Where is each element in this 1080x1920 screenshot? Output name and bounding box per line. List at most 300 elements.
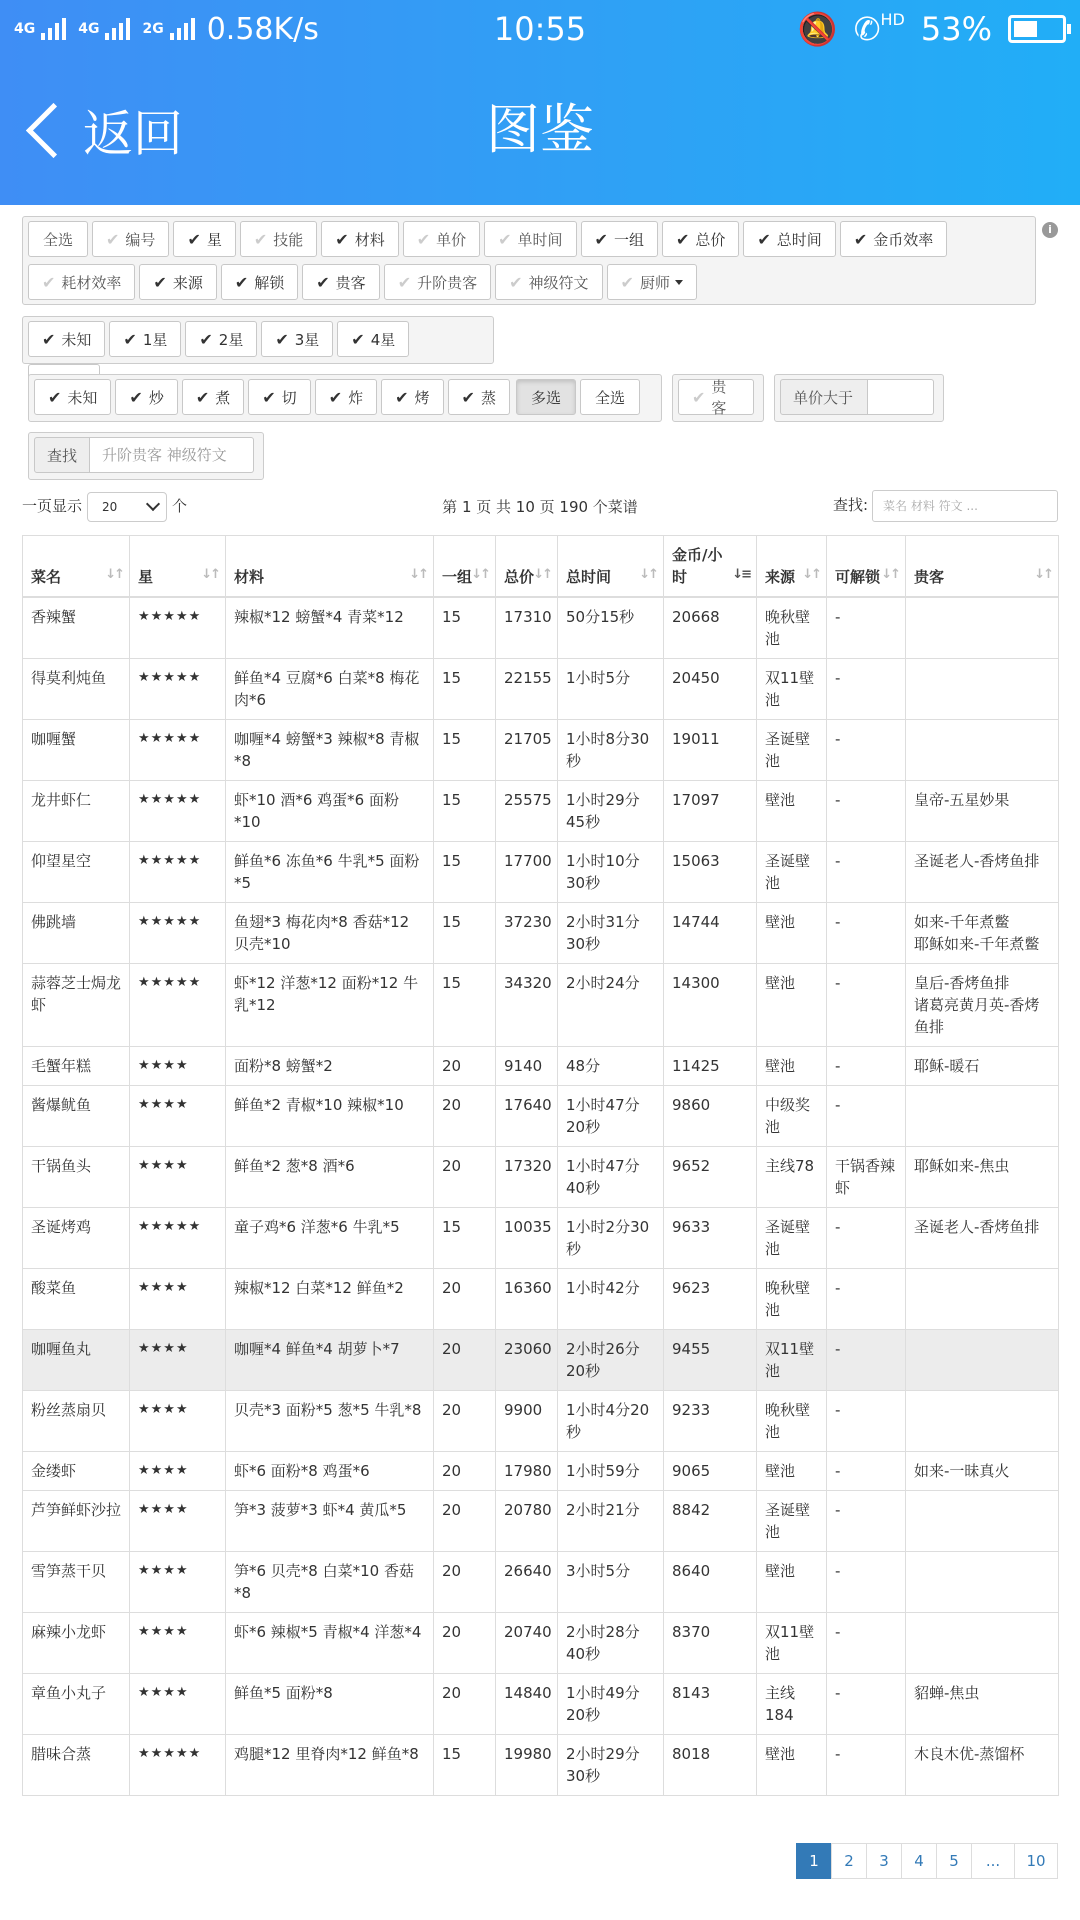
hd-call-icon: ✆$^{HD}$ [853,10,905,48]
cell-materials: 虾*10 酒*6 鸡蛋*6 面粉*10 [226,781,434,842]
cell-gold: 14744 [664,903,757,964]
info-icon[interactable]: i [1042,222,1058,238]
check-icon: ✔ [129,387,143,407]
sort-icon[interactable]: ↓↑ [802,567,820,582]
cell-total: 19980 [496,1735,558,1796]
column-toggle-label: 解锁 [254,273,285,292]
table-row[interactable] [23,1269,1059,1330]
star-filter-4[interactable] [337,321,409,357]
per-page-label: 一页显示 [22,497,83,515]
table-row[interactable] [23,1452,1059,1491]
cell-total: 25575 [496,781,558,842]
cell-source: 晚秋壁池 [757,597,827,659]
cell-unlock: - [827,1269,906,1330]
check-icon: ✔ [123,329,137,349]
star-filter-0[interactable] [28,321,105,357]
cell-name: 龙井虾仁 [23,781,130,842]
star-filter-1[interactable] [109,321,181,357]
column-header-5[interactable] [558,536,664,598]
cell-total: 34320 [496,964,558,1047]
cell-stars: ★★★★ [130,1613,226,1674]
table-row[interactable] [23,720,1059,781]
check-icon: ✔ [187,229,201,249]
column-toggle-8[interactable] [662,221,739,257]
cell-source: 圣诞壁池 [757,1208,827,1269]
cell-stars: ★★★★★ [130,1208,226,1269]
column-toggle-label: 技能 [273,230,304,249]
cell-gold: 14300 [664,964,757,1047]
column-header-label: 材料 [234,568,265,586]
check-icon: ✔ [594,229,608,249]
cell-group: 20 [434,1330,496,1391]
cell-group: 15 [434,964,496,1047]
check-icon: ✔ [253,229,268,249]
cell-group: 15 [434,1208,496,1269]
page-button-0[interactable]: 1 [796,1843,832,1879]
column-toggle-5[interactable] [403,221,480,257]
chevron-down-icon [146,497,160,511]
skill-filter-label: 煮 [215,388,231,407]
cell-gold: 17097 [664,781,757,842]
column-header-label: 总价 [504,568,535,586]
column-header-3[interactable] [434,536,496,598]
cell-group: 20 [434,1269,496,1330]
skill-filter-label: 蒸 [480,388,496,407]
skill-filter-4[interactable] [315,379,377,415]
table-search-input[interactable]: 菜名 材料 符文 ... [872,490,1058,522]
skill-multi-select-button[interactable]: 多选 [516,379,576,415]
column-toggle-label: 贵客 [335,273,366,292]
column-toggle-label: 材料 [354,230,385,249]
cell-time: 1小时8分30秒 [558,720,664,781]
check-icon: ✔ [397,272,412,292]
column-toggle-label: 来源 [172,273,203,292]
check-icon: ✔ [498,229,512,249]
skill-filter-3[interactable] [248,379,310,415]
cell-name: 仰望星空 [23,842,130,903]
column-header-7[interactable] [757,536,827,598]
column-toggle-label: 单时间 [517,230,563,249]
cell-group: 20 [434,1086,496,1147]
cell-gold: 8842 [664,1491,757,1552]
cell-guest: 貂蝉-焦虫 [906,1674,1059,1735]
check-icon: ✔ [853,229,868,249]
column-toggle-6[interactable] [484,221,576,257]
battery-icon [1008,15,1066,43]
cell-group: 20 [434,1674,496,1735]
column-header-6[interactable] [664,536,757,598]
table-row[interactable] [23,1491,1059,1552]
column-toggle-12[interactable] [139,264,216,300]
cell-unlock: - [827,1735,906,1796]
cell-gold: 9623 [664,1269,757,1330]
column-header-label: 可解锁 [835,568,881,586]
column-toggle-0[interactable] [28,221,88,257]
cell-unlock: - [827,1330,906,1391]
check-icon: ✔ [692,387,706,407]
cell-stars: ★★★★★ [130,964,226,1047]
column-header-9[interactable] [906,536,1059,598]
column-toggle-label: 金币效率 [873,230,934,249]
battery-percent: 53% [920,10,992,48]
cell-total: 20780 [496,1491,558,1552]
pagination [797,1843,1058,1879]
cell-materials: 面粉*8 螃蟹*2 [226,1047,434,1086]
check-icon: ✔ [48,387,62,407]
column-toggle-1[interactable] [92,221,169,257]
table-row[interactable] [23,842,1059,903]
cell-source: 圣诞壁池 [757,720,827,781]
cell-gold: 8370 [664,1613,757,1674]
cell-time: 1小时47分20秒 [558,1086,664,1147]
hd-label: HD [880,10,905,29]
star-filter-label: 未知 [61,330,92,349]
column-header-label: 星 [138,568,154,586]
cell-stars: ★★★★★ [130,781,226,842]
check-icon: ✔ [42,272,56,292]
search-filter-input[interactable]: 升阶贵客 神级符文 [90,437,254,473]
search-filter-group [28,432,264,480]
cell-unlock: - [827,842,906,903]
cell-guest: 圣诞老人-香烤鱼排 [906,842,1059,903]
cell-guest [906,659,1059,720]
star-filter-label: 3星 [294,330,320,349]
cell-gold: 9860 [664,1086,757,1147]
cell-name: 咖喱鱼丸 [23,1330,130,1391]
sort-icon[interactable]: ↓↑ [471,567,489,582]
column-header-0[interactable] [23,536,130,598]
cell-total: 14840 [496,1674,558,1735]
cell-guest: 如来-千年煮鳖 耶稣如来-千年煮鳖 [906,903,1059,964]
check-icon: ✔ [275,329,289,349]
cell-source: 壁池 [757,903,827,964]
cell-gold: 15063 [664,842,757,903]
cell-total: 17320 [496,1147,558,1208]
sort-icon[interactable]: ↓↑ [639,567,657,582]
column-toggle-4[interactable] [321,221,398,257]
cell-total: 17700 [496,842,558,903]
column-header-4[interactable] [496,536,558,598]
table-row[interactable] [23,1674,1059,1735]
column-toggle-7[interactable] [581,221,658,257]
cell-guest [906,1330,1059,1391]
skill-filter-label: 未知 [67,388,98,407]
cell-name: 酸菜鱼 [23,1269,130,1330]
cell-name: 佛跳墙 [23,903,130,964]
cell-name: 干锅鱼头 [23,1147,130,1208]
column-toggle-2[interactable] [173,221,235,257]
table-header-row [23,536,1059,598]
cell-guest [906,1391,1059,1452]
guest-filter-toggle[interactable]: ✔ 贵客 [678,379,754,415]
column-header-8[interactable] [827,536,906,598]
cell-time: 1小时42分 [558,1269,664,1330]
column-toggle-10[interactable] [840,221,947,257]
check-icon: ✔ [106,229,120,249]
table-row[interactable] [23,1735,1059,1796]
skill-filter-6[interactable] [448,379,510,415]
column-toggle-14[interactable] [302,264,379,300]
cell-materials: 笋*6 贝壳*8 白菜*10 香菇*8 [226,1552,434,1613]
check-icon: ✔ [262,387,276,407]
table-row[interactable] [23,1391,1059,1452]
table-row[interactable] [23,1552,1059,1613]
cell-total: 9900 [496,1391,558,1452]
cell-stars: ★★★★ [130,1047,226,1086]
cell-source: 晚秋壁池 [757,1269,827,1330]
cell-materials: 鲜鱼*2 青椒*10 辣椒*10 [226,1086,434,1147]
cell-source: 壁池 [757,1452,827,1491]
cell-time: 2小时31分30秒 [558,903,664,964]
cell-materials: 贝壳*3 面粉*5 葱*5 牛乳*8 [226,1391,434,1452]
column-toggle-label: 编号 [125,230,156,249]
cell-gold: 8018 [664,1735,757,1796]
column-toggle-17[interactable] [607,264,697,300]
cell-stars: ★★★★ [130,1674,226,1735]
network-speed: 0.58K/s [206,11,319,47]
cell-gold: 9233 [664,1391,757,1452]
cell-group: 15 [434,781,496,842]
check-icon: ✔ [509,272,523,292]
cell-time: 1小时5分 [558,659,664,720]
cell-total: 17310 [496,597,558,659]
cell-stars: ★★★★★ [130,597,226,659]
cell-guest [906,1491,1059,1552]
cell-name: 麻辣小龙虾 [23,1613,130,1674]
table-row[interactable] [23,659,1059,720]
cell-name: 章鱼小丸子 [23,1674,130,1735]
cell-time: 1小时29分45秒 [558,781,664,842]
cell-group: 15 [434,597,496,659]
page-button-1[interactable]: 2 [831,1843,867,1879]
price-filter-label: 单价大于 [780,379,868,415]
cell-time: 2小时24分 [558,964,664,1047]
cell-gold: 8640 [664,1552,757,1613]
star-filter-label: 2星 [218,330,244,349]
skill-filter-label: 烤 [414,388,430,407]
cell-stars: ★★★★ [130,1552,226,1613]
sort-icon[interactable]: ↓↑ [409,567,427,582]
per-page-select[interactable]: 20 [87,492,167,522]
cell-time: 3小时5分 [558,1552,664,1613]
sort-icon[interactable]: ↓↑ [1034,567,1052,582]
cell-source: 壁池 [757,781,827,842]
table-row[interactable] [23,597,1059,659]
cell-materials: 虾*6 面粉*8 鸡蛋*6 [226,1452,434,1491]
guest-filter-group [672,374,764,422]
cell-total: 22155 [496,659,558,720]
cell-gold: 20450 [664,659,757,720]
cell-source: 双11壁池 [757,1613,827,1674]
cell-time: 2小时26分20秒 [558,1330,664,1391]
cell-unlock: - [827,1491,906,1552]
cell-source: 主线184 [757,1674,827,1735]
cell-name: 金缕虾 [23,1452,130,1491]
cell-name: 得莫利炖鱼 [23,659,130,720]
star-filter-group [22,316,494,364]
cell-unlock: - [827,1452,906,1491]
bell-mute-icon: 🔕 [797,10,838,48]
cell-name: 毛蟹年糕 [23,1047,130,1086]
column-toggle-3[interactable] [240,221,317,257]
cell-group: 20 [434,1552,496,1613]
table-row[interactable] [23,964,1059,1047]
cell-guest: 皇帝-五星妙果 [906,781,1059,842]
check-icon: ✔ [316,272,330,292]
skill-select-all-button[interactable]: 全选 [580,379,640,415]
cell-group: 20 [434,1491,496,1552]
cell-guest [906,597,1059,659]
cell-guest: 耶稣如来-焦虫 [906,1147,1059,1208]
cell-unlock: - [827,1086,906,1147]
column-toggle-16[interactable] [495,264,602,300]
cell-guest: 皇后-香烤鱼排 诸葛亮黄月英-香烤鱼排 [906,964,1059,1047]
cell-stars: ★★★★ [130,1491,226,1552]
skill-filter-label: 炸 [348,388,364,407]
cell-total: 10035 [496,1208,558,1269]
cell-source: 晚秋壁池 [757,1391,827,1452]
cell-guest: 耶稣-暖石 [906,1047,1059,1086]
cell-group: 20 [434,1147,496,1208]
column-toggle-15[interactable] [384,264,491,300]
cell-materials: 咖喱*4 鲜鱼*4 胡萝卜*7 [226,1330,434,1391]
cell-unlock: - [827,659,906,720]
star-filter-3[interactable] [261,321,333,357]
table-row[interactable] [23,1086,1059,1147]
cell-total: 9140 [496,1047,558,1086]
check-icon: ✔ [416,229,431,249]
cell-unlock: - [827,1552,906,1613]
skill-filter-2[interactable] [182,379,244,415]
cell-unlock: - [827,964,906,1047]
page-button-2[interactable]: 3 [866,1843,902,1879]
skill-filter-1[interactable] [115,379,177,415]
cell-time: 2小时21分 [558,1491,664,1552]
column-header-label: 金币/小时 [672,546,723,586]
cell-stars: ★★★★★ [130,903,226,964]
cell-time: 1小时47分40秒 [558,1147,664,1208]
column-header-1[interactable] [130,536,226,598]
cell-total: 20740 [496,1613,558,1674]
page-button-3[interactable]: 4 [901,1843,937,1879]
check-icon: ✔ [234,272,249,292]
cell-stars: ★★★★ [130,1269,226,1330]
cell-guest [906,1552,1059,1613]
column-toggle-11[interactable] [28,264,135,300]
cell-source: 圣诞壁池 [757,1491,827,1552]
cell-group: 20 [434,1613,496,1674]
cell-stars: ★★★★★ [130,659,226,720]
check-icon: ✔ [328,387,343,407]
cell-time: 1小时4分20秒 [558,1391,664,1452]
cell-materials: 鱼翅*3 梅花肉*8 香菇*12 贝壳*10 [226,903,434,964]
cell-time: 50分15秒 [558,597,664,659]
check-icon: ✔ [351,329,365,349]
table-row[interactable] [23,781,1059,842]
table-row[interactable] [23,1208,1059,1269]
cell-stars: ★★★★ [130,1147,226,1208]
cell-name: 酱爆鱿鱼 [23,1086,130,1147]
check-icon: ✔ [153,272,167,292]
table-row[interactable] [23,1147,1059,1208]
cell-materials: 鲜鱼*4 豆腐*6 白菜*8 梅花肉*6 [226,659,434,720]
back-label: 返回 [83,105,183,163]
check-icon: ✔ [461,387,475,407]
column-toggle-group [22,216,1036,305]
cell-materials: 虾*6 辣椒*5 青椒*4 洋葱*4 [226,1613,434,1674]
cell-name: 雪笋蒸干贝 [23,1552,130,1613]
cell-guest: 如来-一昧真火 [906,1452,1059,1491]
column-toggle-9[interactable] [743,221,835,257]
table-row[interactable] [23,1613,1059,1674]
page-button-5[interactable]: ... [971,1843,1015,1879]
skill-filter-5[interactable] [381,379,443,415]
cell-materials: 鲜鱼*6 冻鱼*6 牛乳*5 面粉*5 [226,842,434,903]
cell-source: 中级奖池 [757,1086,827,1147]
cell-source: 双11壁池 [757,659,827,720]
check-icon: ✔ [195,387,210,407]
cell-unlock: - [827,1674,906,1735]
cell-materials: 鸡腿*12 里脊肉*12 鲜鱼*8 [226,1735,434,1796]
price-filter-input[interactable] [868,379,934,415]
table-row[interactable] [23,1330,1059,1391]
recipe-table [22,535,1059,1796]
cell-time: 1小时10分30秒 [558,842,664,903]
cell-source: 圣诞壁池 [757,842,827,903]
cell-source: 主线78 [757,1147,827,1208]
cell-unlock: 干锅香辣虾 [827,1147,906,1208]
status-time: 10:55 [493,10,587,48]
column-header-label: 来源 [765,568,796,586]
sort-icon[interactable]: ↓↑ [533,567,551,582]
column-header-label: 总时间 [566,568,612,586]
column-toggle-13[interactable] [221,264,298,300]
cell-guest: 木良木优-蒸馏杯 [906,1735,1059,1796]
cell-materials: 鲜鱼*2 葱*8 酒*6 [226,1147,434,1208]
page-button-4[interactable]: 5 [936,1843,972,1879]
cell-stars: ★★★★ [130,1086,226,1147]
cell-name: 腊味合蒸 [23,1735,130,1796]
star-filter-2[interactable] [185,321,257,357]
cell-total: 17980 [496,1452,558,1491]
check-icon: ✔ [335,229,349,249]
sort-icon[interactable]: ↓↑ [201,567,219,582]
cell-name: 芦笋鲜虾沙拉 [23,1491,130,1552]
cell-gold: 11425 [664,1047,757,1086]
column-header-2[interactable] [226,536,434,598]
column-toggle-label: 一组 [613,230,644,249]
star-filter-label: 4星 [370,330,396,349]
skill-filter-0[interactable] [34,379,111,415]
cell-unlock: - [827,720,906,781]
cell-unlock: - [827,1208,906,1269]
star-filter-label: 1星 [142,330,168,349]
table-row[interactable] [23,903,1059,964]
page-button-6[interactable]: 10 [1014,1843,1058,1879]
sort-icon[interactable]: ↓↑ [105,567,123,582]
column-toggle-label: 厨师 [639,273,670,292]
check-icon: ✔ [757,229,771,249]
price-filter-group [774,374,944,422]
cell-time: 1小时49分20秒 [558,1674,664,1735]
column-header-label: 贵客 [914,568,945,586]
sort-icon[interactable]: ↓↑ [881,567,899,582]
sort-desc-icon[interactable]: ↓≡ [732,567,750,582]
cell-name: 粉丝蒸扇贝 [23,1391,130,1452]
column-toggle-label: 神级符文 [528,273,589,292]
table-row[interactable] [23,1047,1059,1086]
column-toggle-label: 星 [206,230,222,249]
